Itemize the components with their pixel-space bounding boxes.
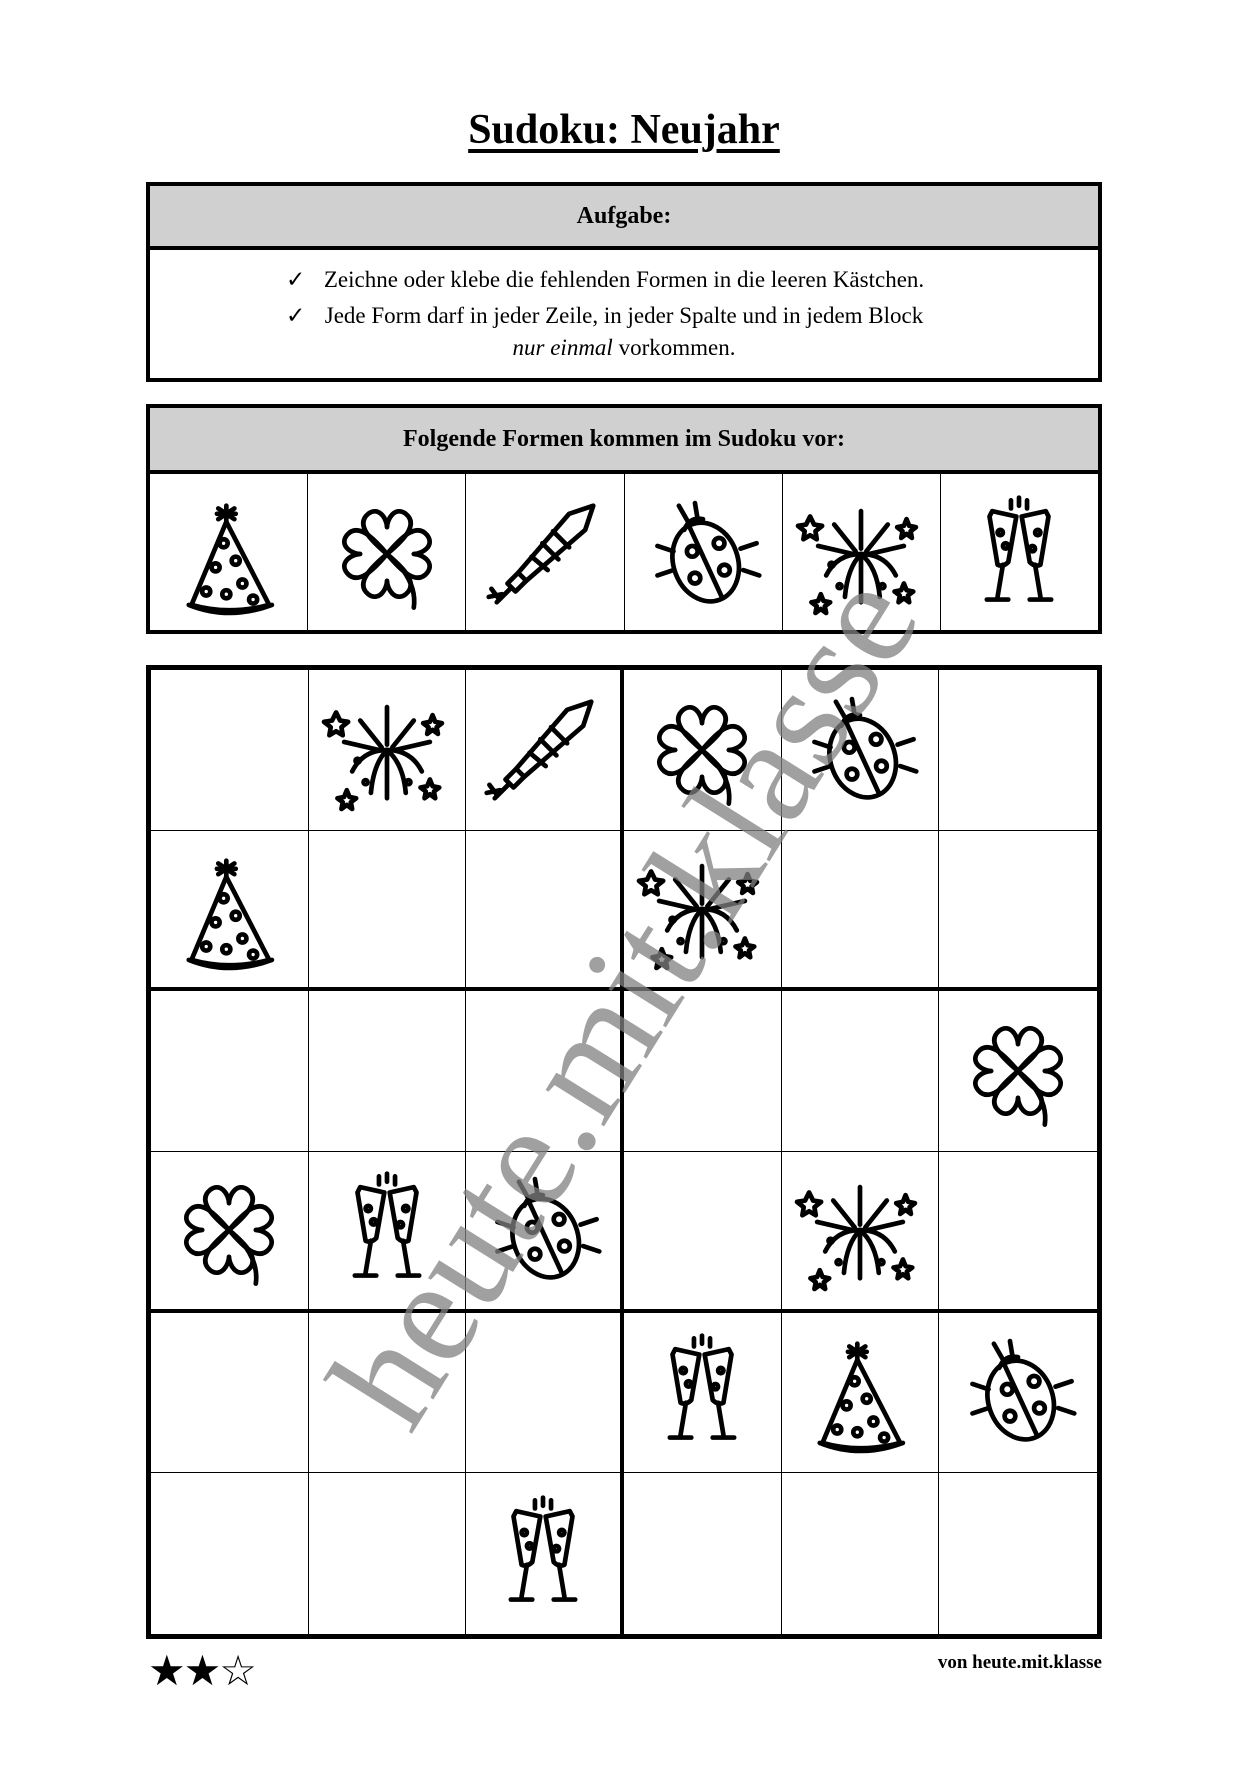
task-line-1: [150, 264, 1098, 296]
task-line-2-text: Jede Form darf in jeder Zeile, in jeder Spalte und in jedem Block: [324, 303, 924, 328]
sudoku-cell-empty[interactable]: [624, 1473, 782, 1634]
shape-legend-cell: [625, 474, 783, 634]
rocket-icon: [478, 487, 612, 621]
fireworks-icon: [794, 487, 928, 621]
sudoku-cell-empty[interactable]: [624, 1152, 782, 1313]
sudoku-cell-empty[interactable]: [151, 670, 309, 831]
champagne-icon: [476, 1487, 610, 1621]
shapes-box: [146, 404, 1102, 634]
sudoku-cell-empty[interactable]: [939, 1152, 1097, 1313]
sudoku-grid: [146, 665, 1102, 1639]
sudoku-cell-filled: [782, 1152, 940, 1313]
sudoku-cell-empty[interactable]: [466, 991, 624, 1152]
sudoku-cell-filled: [151, 831, 309, 992]
footer-credit: von heute.mit.klasse: [937, 1652, 1102, 1673]
checkmark-icon: ✓: [286, 303, 306, 328]
shape-legend-cell: [466, 474, 624, 634]
sudoku-cell-filled: [466, 1473, 624, 1634]
sudoku-cell-filled: [466, 670, 624, 831]
task-line-2: [150, 300, 1098, 364]
sudoku-cell-empty[interactable]: [782, 831, 940, 992]
sudoku-cell-empty[interactable]: [151, 1313, 309, 1474]
shape-legend-cell: [941, 474, 1098, 634]
ladybug-icon: [951, 1325, 1085, 1459]
sudoku-cell-empty[interactable]: [782, 991, 940, 1152]
ladybug-icon: [793, 683, 927, 817]
clover-icon: [320, 487, 454, 621]
sudoku-cell-filled: [466, 1152, 624, 1313]
sudoku-cell-empty[interactable]: [309, 991, 467, 1152]
sudoku-cell-empty[interactable]: [782, 1473, 940, 1634]
shape-legend-cell: [150, 474, 308, 634]
sudoku-cell-empty[interactable]: [624, 991, 782, 1152]
shapes-header: Folgende Formen kommen im Sudoku vor:: [150, 408, 1098, 474]
sudoku-cell-filled: [782, 670, 940, 831]
sudoku-cell-empty[interactable]: [466, 831, 624, 992]
sudoku-cell-empty[interactable]: [939, 1473, 1097, 1634]
clover-icon: [951, 1004, 1085, 1138]
rocket-icon: [476, 683, 610, 817]
sudoku-cell-filled: [939, 991, 1097, 1152]
champagne-icon: [952, 487, 1086, 621]
checkmark-icon: ✓: [286, 267, 306, 292]
task-body: [150, 250, 1098, 364]
sudoku-cell-filled: [309, 1152, 467, 1313]
page-title: Sudoku: Neujahr: [468, 107, 780, 153]
party-hat-icon: [793, 1325, 927, 1459]
task-line-2-rest: vorkommen.: [612, 335, 736, 360]
fireworks-icon: [635, 842, 769, 976]
fireworks-icon: [320, 683, 454, 817]
ladybug-icon: [476, 1163, 610, 1297]
watermark: heute.mit.klasse: [297, 546, 951, 1454]
sudoku-cell-filled: [624, 831, 782, 992]
sudoku-cell-empty[interactable]: [151, 991, 309, 1152]
party-hat-icon: [162, 487, 296, 621]
sudoku-cell-filled: [624, 1313, 782, 1474]
fireworks-icon: [793, 1163, 927, 1297]
sudoku-cell-filled: [151, 1152, 309, 1313]
sudoku-cell-empty[interactable]: [309, 1473, 467, 1634]
shapes-row: [150, 474, 1098, 634]
task-line-1-text: Zeichne oder klebe die fehlenden Formen in die leeren Kästchen.: [323, 267, 925, 292]
shape-legend-cell: [308, 474, 466, 634]
shape-legend-cell: [783, 474, 941, 634]
sudoku-cell-empty[interactable]: [151, 1473, 309, 1634]
champagne-icon: [635, 1325, 769, 1459]
sudoku-cell-filled: [782, 1313, 940, 1474]
task-box: [146, 182, 1102, 382]
sudoku-cell-filled: [939, 1313, 1097, 1474]
champagne-icon: [320, 1163, 454, 1297]
clover-icon: [635, 683, 769, 817]
sudoku-cell-filled: [309, 670, 467, 831]
sudoku-cell-empty[interactable]: [939, 831, 1097, 992]
task-line-2-emphasis: nur einmal: [512, 335, 613, 360]
difficulty-stars: ★★☆: [148, 1646, 255, 1695]
sudoku-cell-empty[interactable]: [309, 831, 467, 992]
sudoku-cell-empty[interactable]: [309, 1313, 467, 1474]
sudoku-cell-empty[interactable]: [939, 670, 1097, 831]
task-header: Aufgabe:: [150, 186, 1098, 250]
sudoku-cell-filled: [624, 670, 782, 831]
party-hat-icon: [162, 842, 296, 976]
sudoku-cell-empty[interactable]: [466, 1313, 624, 1474]
ladybug-icon: [636, 487, 770, 621]
clover-icon: [162, 1163, 296, 1297]
